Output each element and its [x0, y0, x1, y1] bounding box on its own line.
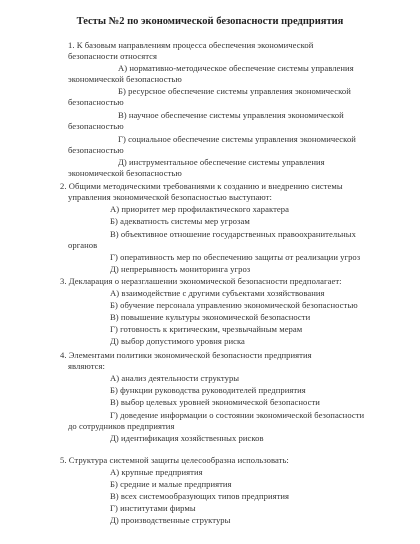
- answer-5-g: Г) институтами фирмы: [110, 503, 196, 513]
- answer-1-d: Д) инструментальное обеспечение системы управления: [118, 157, 325, 167]
- question-4-text-cont: являются:: [68, 361, 105, 371]
- answer-4-g: Г) доведение информации о состоянии экономической безопасности: [110, 410, 365, 420]
- question-3-text: 3. Декларация о неразглашении экономической безопасности предполагает:: [60, 276, 342, 286]
- answer-2-a: А) приоритет мер профилактического характера: [110, 204, 289, 214]
- document-title: Тесты №2 по экономической безопасности предприятия: [76, 16, 344, 27]
- answer-1-d-cont: экономической безопасностью: [68, 168, 182, 178]
- question-4-text: 4. Элементами политики экономической безопасности предприятия: [60, 350, 312, 360]
- answer-5-v: В) всех системообразующих типов предприятия: [110, 491, 290, 501]
- answer-3-a: А) взаимодействие с другими субъектами хозяйствования: [110, 288, 325, 298]
- answer-1-v: В) научное обеспечение системы управления экономической: [118, 110, 344, 120]
- question-5-text: 5. Структура системной защиты целесообразна использовать:: [60, 455, 289, 465]
- question-2-text: 2. Общими методическими требованиями к созданию и внедрению системы: [60, 181, 343, 191]
- answer-5-a: А) крупные предприятия: [110, 467, 203, 477]
- answer-2-d: Д) непрерывность мониторинга угроз: [110, 264, 251, 274]
- answer-1-b-cont: безопасностью: [68, 97, 124, 107]
- answer-1-g-cont: безопасностью: [68, 145, 124, 155]
- answer-2-v: В) объективное отношение государственных правоохранительных: [110, 229, 356, 239]
- answer-1-v-cont: безопасностью: [68, 121, 124, 131]
- question-1-text-cont: безопасности относятся: [68, 51, 158, 61]
- answer-5-d: Д) производственные структуры: [110, 515, 231, 525]
- answer-4-v: В) выбор целевых уровней экономической безопасности: [110, 397, 320, 407]
- answer-5-b: Б) средние и малые предприятия: [110, 479, 232, 489]
- answer-4-b: Б) функции руководства руководителей предприятия: [110, 385, 306, 395]
- answer-3-g: Г) готовность к критическим, чрезвычайным мерам: [110, 324, 303, 334]
- answer-2-g: Г) оперативность мер по обеспечению защиты от реализации угроз: [110, 252, 361, 262]
- answer-3-b: Б) обучение персонала управлению экономической безопасностью: [110, 300, 358, 310]
- answer-2-v-cont: органов: [68, 240, 98, 250]
- answer-3-d: Д) выбор допустимого уровня риска: [110, 336, 245, 346]
- answer-1-g: Г) социальное обеспечение системы управления экономической: [118, 134, 356, 144]
- question-2-text-cont: управления экономической безопасностью выступают:: [68, 192, 272, 202]
- question-1-text: 1. К базовым направлениям процесса обеспечения экономической: [68, 40, 314, 50]
- answer-1-b: Б) ресурсное обеспечение системы управления экономической: [118, 86, 351, 96]
- answer-1-a-cont: экономической безопасностью: [68, 74, 182, 84]
- answer-4-a: А) анализ деятельности структуры: [110, 373, 240, 383]
- answer-2-b: Б) адекватность системы мер угрозам: [110, 216, 250, 226]
- answer-3-v: В) повышение культуры экономической безопасности: [110, 312, 311, 322]
- answer-1-a: А) нормативно-методическое обеспечение системы управления: [118, 63, 354, 73]
- answer-4-g-cont: до сотрудников предприятия: [68, 421, 175, 431]
- answer-4-d: Д) идентификация хозяйственных рисков: [110, 433, 264, 443]
